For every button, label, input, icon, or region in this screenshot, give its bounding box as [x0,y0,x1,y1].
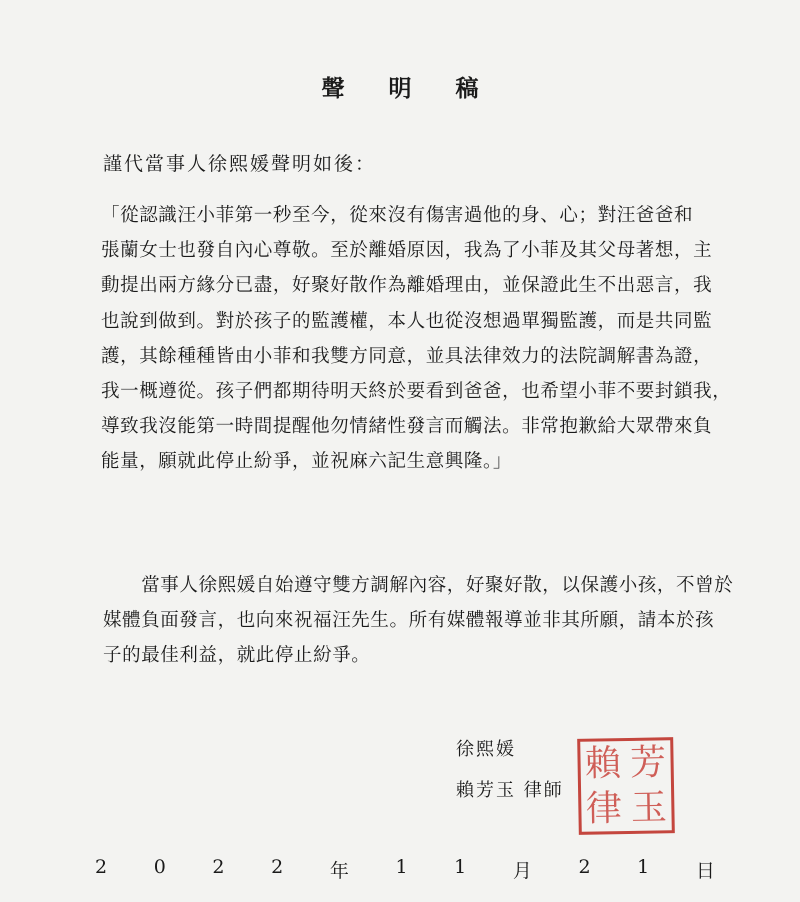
date-char: 1 [454,856,467,878]
date-char: 年 [329,860,349,882]
date-char: 2 [95,856,108,878]
date-char: 日 [695,860,715,882]
quote-line: 護，其餘種種皆由小菲和我雙方同意，並具法律效力的法院調解書為證， [101,345,713,367]
quote-line: 張蘭女士也發自內心尊敬。至於離婚原因，我為了小菲及其父母著想，主 [101,240,713,262]
date-char: 1 [637,856,650,878]
signatory-name: 徐熙媛 [456,739,516,760]
quoted-statement [101,198,732,480]
intro-line: 謹代當事人徐熙媛聲明如後： [103,153,377,175]
quote-line: 我一概遵從。孩子們都期待明天終於要看到爸爸，也希望小菲不要封鎖我， [101,381,732,403]
date-char: 1 [395,856,408,878]
statement-line: 當事人徐熙媛自始遵守雙方調解內容，好聚好散，以保護小孩，不曾於 [103,575,734,596]
seal-char: 芳 [629,741,667,784]
date-char: 2 [271,856,284,878]
statement-line: 媒體負面發言，也向來祝福汪先生。所有媒體報導並非其所願，請本於孩 [103,610,715,632]
seal-char: 賴 [584,742,622,785]
lawyer-seal-stamp [577,737,675,835]
quote-line: 能量，願就此停止紛爭，並祝麻六記生意興隆。」 [101,451,512,473]
document-date [95,856,715,883]
date-char: 0 [153,856,166,878]
quote-line: 動提出兩方緣分已盡，好聚好散作為離婚理由，並保證此生不出惡言，我 [101,275,713,297]
quote-line: 也說到做到。對於孩子的監護權，本人也從沒想過單獨監護，而是共同監 [101,310,713,332]
seal-char: 律 [585,787,623,830]
lawyer-name: 賴芳玉 律師 [456,780,564,801]
quote-line: 「從認識汪小菲第一秒至今，從來沒有傷害過他的身、心；對汪爸爸和 [101,205,694,226]
statement-line: 子的最佳利益，就此停止紛爭。 [103,645,371,667]
date-char: 2 [578,856,591,878]
quote-line: 導致我沒能第一時間提醒他勿情緒性發言而觸法。非常抱歉給大眾帶來負 [101,416,713,438]
seal-char: 玉 [630,786,668,829]
date-char: 2 [212,856,225,878]
document-title: 聲 明 稿 [321,75,497,102]
date-char: 月 [512,860,532,882]
lawyer-statement [103,568,734,674]
